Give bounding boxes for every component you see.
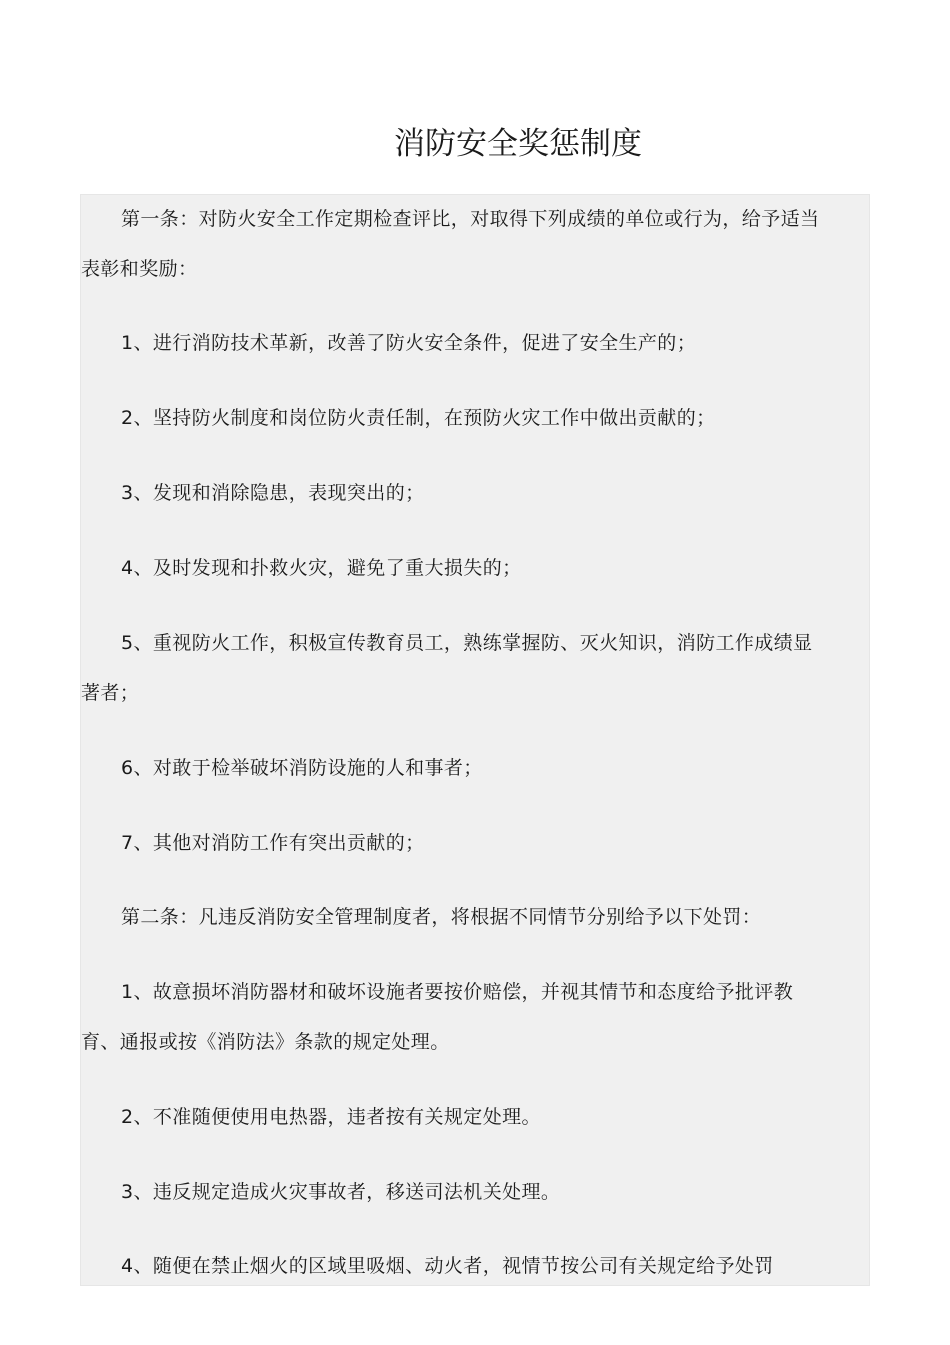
paragraph-article-1: 第一条：对防火安全工作定期检查评比，对取得下列成绩的单位或行为，给予适当表彰和奖励： — [81, 208, 820, 280]
paragraph-reward-6: 6、对敢于检举破坏消防设施的人和事者； — [121, 757, 483, 779]
document-title: 消防安全奖惩制度 — [394, 126, 642, 162]
document-body — [80, 194, 870, 1286]
paragraph-penalty-3: 3、违反规定造成火灾事故者，移送司法机关处理。 — [121, 1181, 561, 1203]
paragraph-penalty-2: 2、不准随便使用电热器，违者按有关规定处理。 — [121, 1106, 541, 1128]
paragraph-reward-4: 4、及时发现和扑救火灾，避免了重大损失的； — [121, 557, 522, 579]
paragraph-penalty-1: 1、故意损坏消防器材和破坏设施者要按价赔偿，并视其情节和态度给予批评教育、通报或按《消防法》条款的规定处理。 — [81, 981, 794, 1053]
paragraph-penalty-4: 4、随便在禁止烟火的区域里吸烟、动火者，视情节按公司有关规定给予处罚 — [121, 1255, 774, 1277]
paragraph-reward-7: 7、其他对消防工作有突出贡献的； — [121, 832, 425, 854]
paragraph-reward-2: 2、坚持防火制度和岗位防火责任制，在预防火灾工作中做出贡献的； — [121, 407, 716, 429]
paragraph-reward-5: 5、重视防火工作，积极宣传教育员工，熟练掌握防、灭火知识，消防工作成绩显著者； — [81, 632, 813, 704]
paragraph-article-2: 第二条：凡违反消防安全管理制度者，将根据不同情节分别给予以下处罚： — [121, 906, 762, 928]
paragraph-reward-3: 3、发现和消除隐患，表现突出的； — [121, 482, 425, 504]
paragraph-reward-1: 1、进行消防技术革新，改善了防火安全条件，促进了安全生产的； — [121, 332, 697, 354]
